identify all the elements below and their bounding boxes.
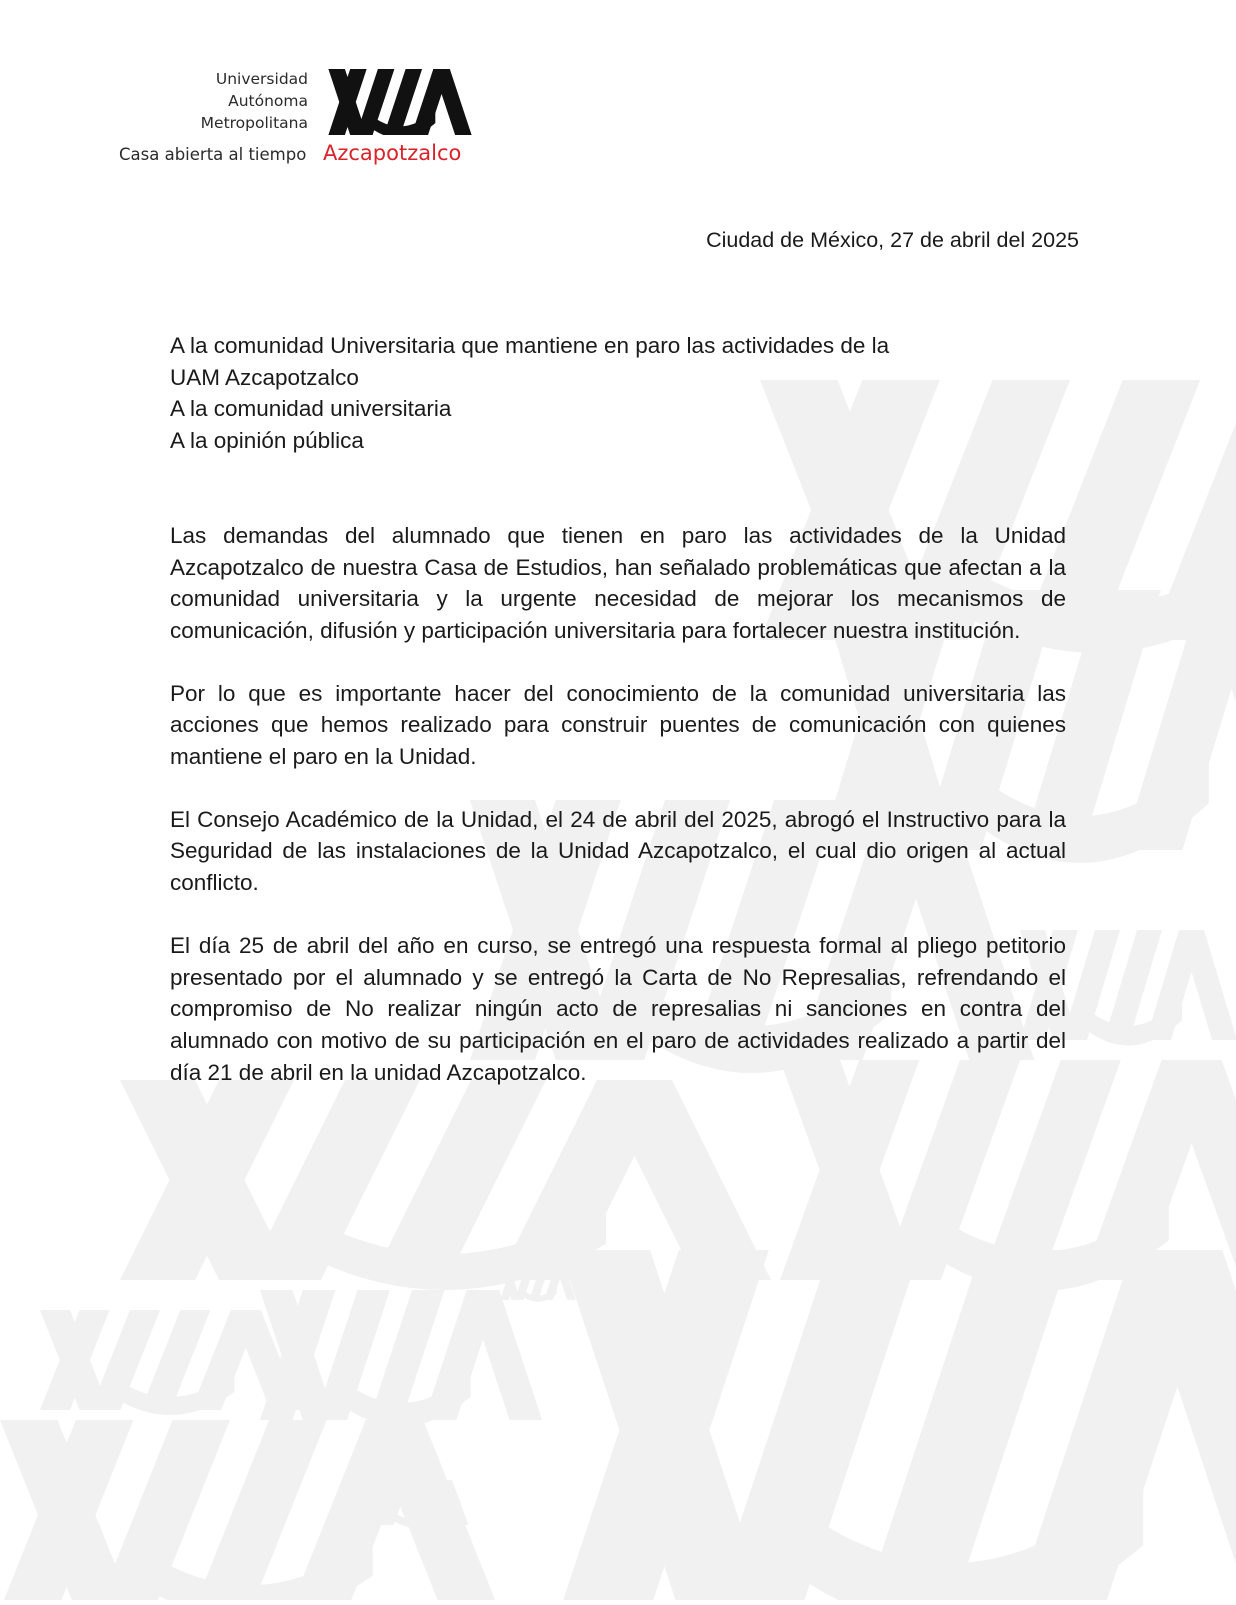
- institution-line: Universidad: [215, 70, 308, 88]
- institution-line: Autónoma: [228, 92, 308, 110]
- letter-date: Ciudad de México, 27 de abril del 2025: [706, 228, 1079, 252]
- paragraph-actions: Por lo que es importante hacer del conocimiento de la comunidad universitaria las acciones que hemos realizado para construir puentes de comunicación con quienes mantiene el paro en la Unidad.: [170, 680, 1066, 770]
- letterhead: [0, 0, 1236, 200]
- campus-name: Azcapotzalco: [323, 141, 462, 165]
- letter-body: [170, 330, 1066, 1088]
- recipients: [170, 330, 1066, 457]
- watermark-logo-icon: [0, 1420, 499, 1600]
- institution-name: [201, 68, 308, 134]
- paragraph-response: El día 25 de abril del año en curso, se entregó una respuesta formal al pliego petitorio presentado por el alumnado y se entregó la Carta de No Represalias, refrendando el compromiso de No realizar ningún acto de represalias ni sanciones en contra del alumnado con motivo de su participación en el paro de actividades realizado a partir del día 21 de abril en la unidad Azcapotzalco.: [170, 932, 1066, 1085]
- recipient-line: UAM Azcapotzalco: [170, 364, 359, 390]
- uam-logo-icon: [325, 69, 475, 135]
- paragraph-council: El Consejo Académico de la Unidad, el 24 de abril del 2025, abrogó el Instructivo para la Seguridad de las instalaciones de la Unidad Azcapotzalco, el cual dio origen al actual conflicto.: [170, 806, 1066, 896]
- watermark-logo-icon: [560, 1250, 1236, 1600]
- recipient-line: A la comunidad Universitaria que mantiene en paro las actividades de la: [170, 333, 890, 358]
- tagline: Casa abierta al tiempo: [119, 145, 307, 164]
- institution-line: Metropolitana: [200, 114, 308, 132]
- paragraph-demands: Las demandas del alumnado que tienen en paro las actividades de la Unidad Azcapotzalco de nuestra Casa de Estudios, han señalado problemáticas que afectan a la comunidad universitaria y la urgente necesidad de mejorar los mecanismos de comunicación, difusión y participación universitaria para fortalecer nuestra institución.: [170, 522, 1066, 643]
- watermark-logo-icon: [120, 1080, 771, 1290]
- recipient-line: A la comunidad universitaria: [170, 396, 452, 422]
- recipient-line: A la opinión pública: [170, 428, 364, 454]
- watermark-logo-icon: [260, 1290, 542, 1427]
- watermark-logo-icon: [40, 1310, 300, 1415]
